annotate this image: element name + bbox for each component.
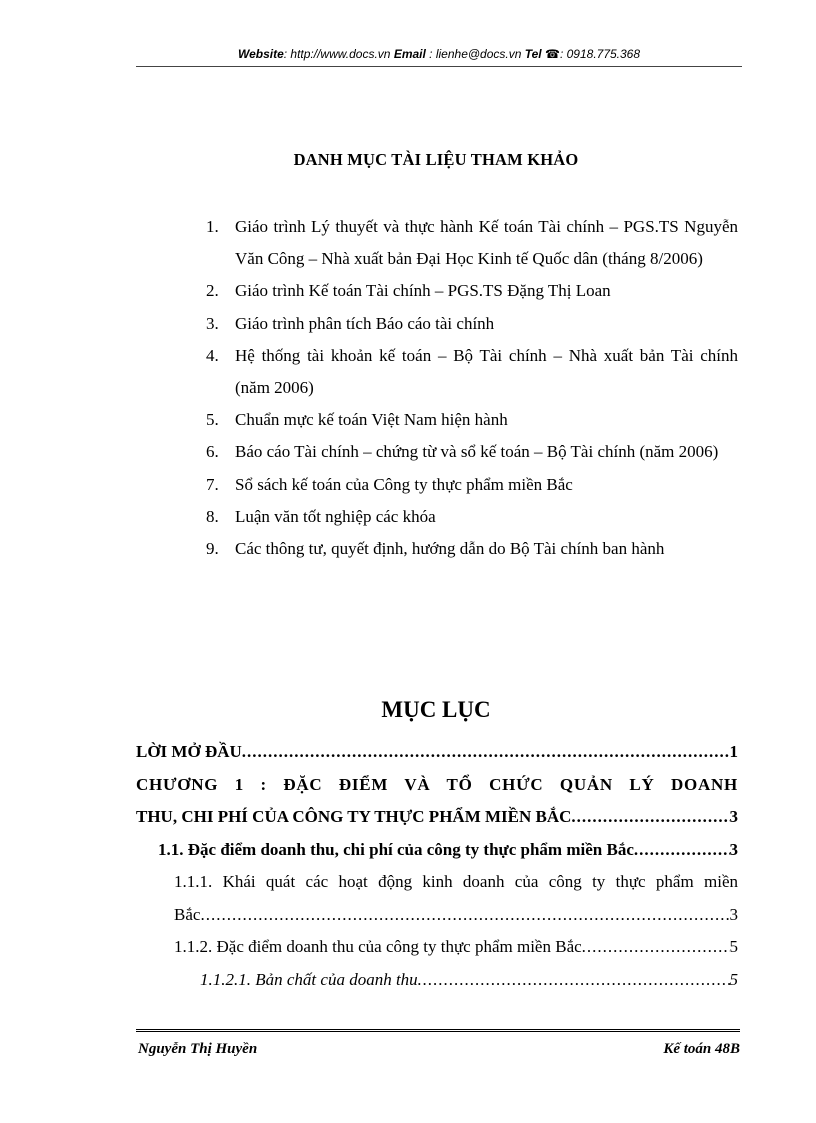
reference-item: 2. Giáo trình Kế toán Tài chính – PGS.TS Đặng Thị Loan [206, 281, 611, 301]
reference-item: 5. Chuẩn mực kế toán Việt Nam hiện hành [206, 410, 508, 430]
footer-author: Nguyễn Thị Huyền [138, 1041, 258, 1057]
email-label: Email [393, 47, 426, 61]
reference-item: 1. Giáo trình Lý thuyết và thực hành Kế toán Tài chính – PGS.TS Nguyễn Văn Công – Nhà xuất bản Đại Học Kinh tế Quốc dân (tháng 8/2006) [206, 217, 738, 269]
toc-entry-1-1[interactable]: 1.1. Đặc điểm doanh thu, chi phí của công ty thực phẩm miền Bắc ..... 3 [136, 834, 738, 867]
header-divider [136, 66, 742, 67]
reference-item: 7. Sổ sách kế toán của Công ty thực phẩm miền Bắc [206, 474, 573, 494]
toc-entry-1-1-2-1[interactable]: 1.1.2.1. Bản chất của doanh thu ..... 5 [136, 964, 738, 997]
tel-label: Tel [524, 47, 542, 61]
page-header [136, 46, 742, 62]
reference-item: 8. Luận văn tốt nghiệp các khóa [206, 506, 436, 526]
table-of-contents [136, 736, 738, 996]
toc-title: MỤC LỤC [381, 697, 491, 722]
website-label: Website [237, 47, 284, 61]
toc-entry-1-1-2[interactable]: 1.1.2. Đặc điểm doanh thu của công ty thực phẩm miền Bắc ..... 5 [136, 931, 738, 964]
references-title: DANH MỤC TÀI LIỆU THAM KHẢO [293, 150, 579, 169]
website-value: : http://www.docs.vn [283, 47, 391, 61]
references-list [206, 211, 738, 565]
toc-entry-chapter-1-cont[interactable]: THU, CHI PHÍ CỦA CÔNG TY THỰC PHẨM MIỀN BẮC ..... 3 [136, 801, 738, 834]
reference-item: 4. Hệ thống tài khoản kế toán – Bộ Tài chính – Nhà xuất bản Tài chính (năm 2006) [206, 345, 738, 398]
toc-entry-1-1-1[interactable]: 1.1.1. Khái quát các hoạt động kinh doanh của công ty thực phẩm miền [174, 872, 738, 891]
reference-item: 9. Các thông tư, quyết định, hướng dẫn do Bộ Tài chính ban hành [206, 539, 665, 559]
footer-class: Kế toán 48B [663, 1041, 740, 1057]
footer-divider [136, 1029, 740, 1034]
toc-entry-intro[interactable]: LỜI MỞ ĐẦU ..... 1 [136, 736, 738, 769]
reference-item: 3. Giáo trình phân tích Báo cáo tài chính [206, 313, 495, 333]
toc-entry-chapter-1[interactable]: CHƯƠNG 1 : ĐẶC ĐIỂM VÀ TỔ CHỨC QUẢN LÝ DOANH [136, 774, 738, 794]
tel-value: : 0918.775.368 [559, 47, 641, 61]
phone-icon: ☎ [545, 47, 560, 61]
email-value: : lienhe@docs.vn [429, 47, 522, 61]
page-footer [138, 1041, 740, 1058]
toc-entry-1-1-1-cont[interactable]: Bắc ..... 3 [136, 899, 738, 932]
reference-item: 6. Báo cáo Tài chính – chứng từ và sổ kế toán – Bộ Tài chính (năm 2006) [206, 442, 719, 462]
